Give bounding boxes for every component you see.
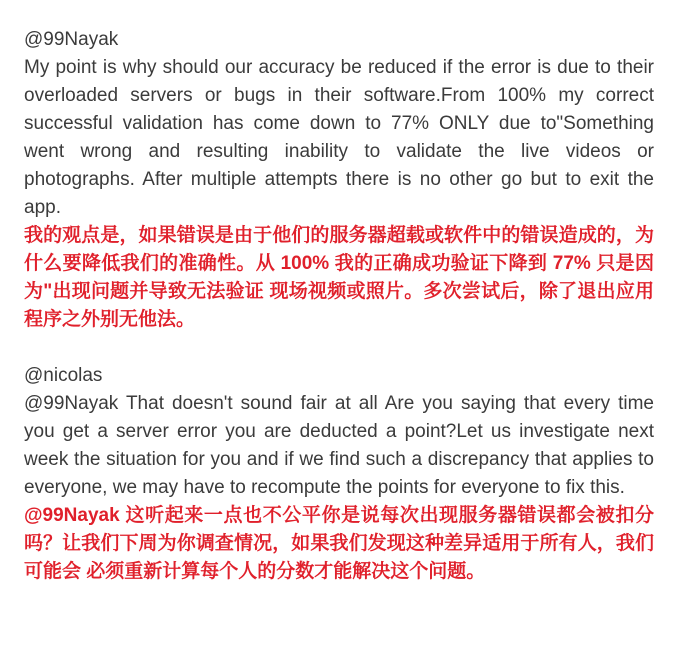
post-99nayak <box>24 26 654 334</box>
post-body-chinese-translation: @99Nayak 这听起来一点也不公平你是说每次出现服务器错误都会被扣分吗？让我们下周为你调查情况，如果我们发现这种差异适用于所有人，我们可能会 必须重新计算每个人的分数才能解决这个问题。 <box>24 505 654 582</box>
post-author-handle: @99Nayak <box>24 29 119 50</box>
post-body-chinese-translation: 我的观点是，如果错误是由于他们的服务器超载或软件中的错误造成的，为什么要降低我们的准确性。从 100% 我的正确成功验证下降到 77% 只是因为"出现问题并导致无法验证 现场视频或照片。多次尝试后，除了退出应用程序之外别无他法。 <box>24 225 654 330</box>
post-body-english: My point is why should our accuracy be reduced if the error is due to their overloaded servers or bugs in their software.From 100% my correct successful validation has come down to 77% ONLY due to"Something went wrong and resulting inability to validate the live videos or photographs. After multiple attempts there is no other go but to exit the app. <box>24 57 654 218</box>
post-body-english: @99Nayak That doesn't sound fair at all Are you saying that every time you get a server error you are deducted a point?Let us investigate next week the situation for you and if we find such a discrepancy that applies to everyone, we may have to recompute the points for everyone to fix this. <box>24 393 654 498</box>
post-author-handle: @nicolas <box>24 365 103 386</box>
post-nicolas <box>24 362 654 586</box>
